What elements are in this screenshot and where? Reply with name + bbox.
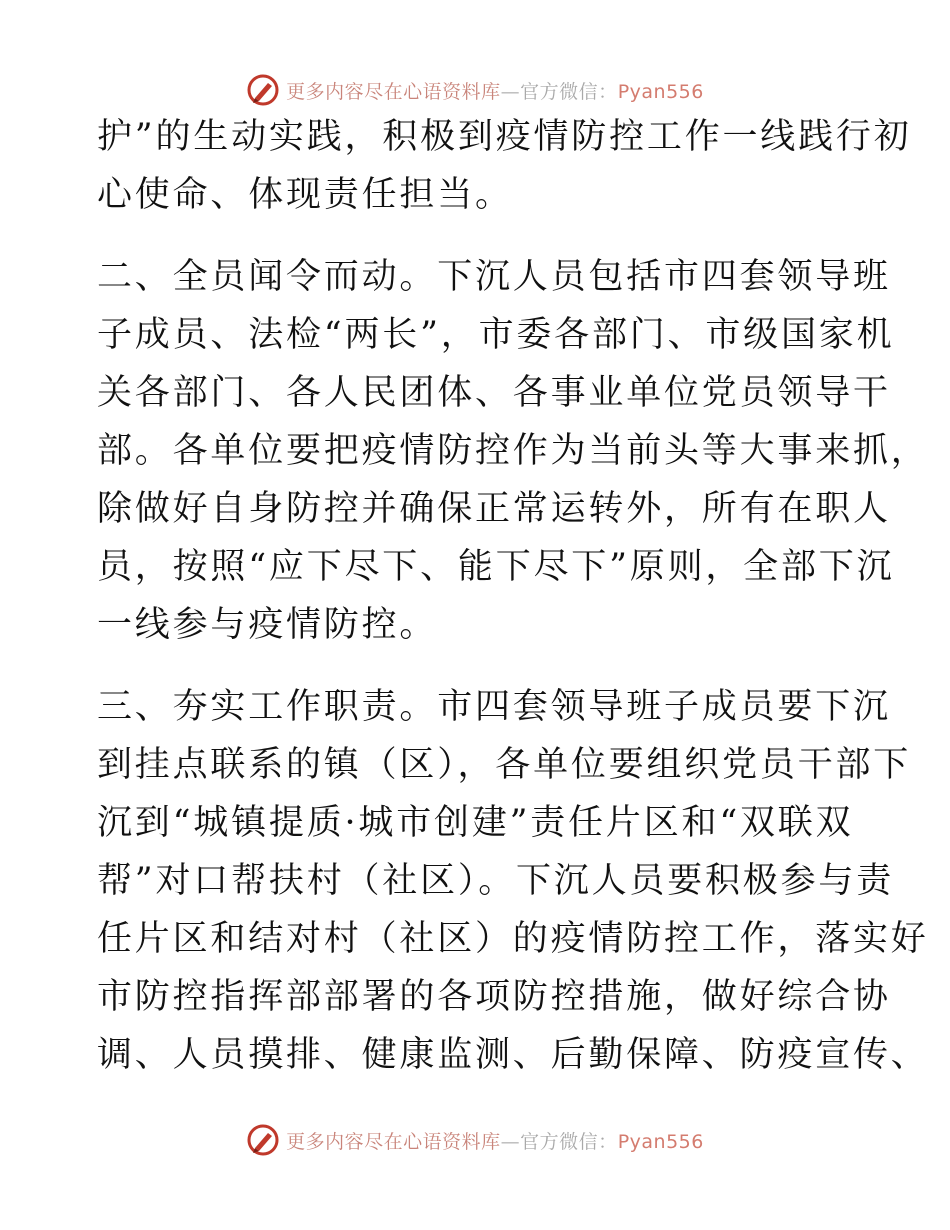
pen-logo-icon xyxy=(246,1123,280,1157)
text-line: 任片区和结对村（社区）的疫情防控工作，落实好 xyxy=(97,919,929,959)
text-line: 心使命、体现责任担当。 xyxy=(97,175,513,215)
watermark-main-text: 更多内容尽在心语资料库 xyxy=(286,80,501,103)
text-line: 调、人员摸排、健康监测、后勤保障、防疫宣传、 xyxy=(97,1035,929,1075)
paragraph xyxy=(97,257,929,666)
watermark-separator: — xyxy=(500,80,521,103)
paragraph xyxy=(97,117,912,236)
text-line: 除做好自身防控并确保正常运转外，所有在职人 xyxy=(97,489,891,529)
text-line: 部。各单位要把疫情防控作为当前头等大事来抓， xyxy=(97,431,929,471)
text-line: 市防控指挥部部署的各项防控措施，做好综合协 xyxy=(97,977,891,1017)
text-line: 关各部门、各人民团体、各事业单位党员领导干 xyxy=(97,373,891,413)
watermark-header xyxy=(0,70,950,110)
watermark-main-text: 更多内容尽在心语资料库 xyxy=(286,1130,501,1153)
watermark-wechat-id: Pyan556 xyxy=(617,1130,704,1153)
watermark-text xyxy=(286,77,704,104)
text-line: 子成员、法检“两长”，市委各部门、市级国家机 xyxy=(97,315,895,355)
text-line: 三、夯实工作职责。市四套领导班子成员要下沉 xyxy=(97,687,891,727)
watermark-footer xyxy=(0,1120,950,1160)
text-line: 一线参与疫情防控。 xyxy=(97,605,438,645)
text-line: 到挂点联系的镇（区），各单位要组织党员干部下 xyxy=(97,745,912,785)
text-line: 二、全员闻令而动。下沉人员包括市四套领导班 xyxy=(97,257,891,297)
watermark-text xyxy=(286,1127,704,1154)
text-line: 沉到“城镇提质·城市创建”责任片区和“双联双 xyxy=(97,803,854,843)
paragraph xyxy=(97,687,929,1096)
watermark-separator: — xyxy=(500,1130,521,1153)
text-line: 员，按照“应下尽下、能下尽下”原则，全部下沉 xyxy=(97,547,895,587)
document-body xyxy=(97,117,929,1096)
watermark-wechat-label: 官方微信： xyxy=(520,1130,618,1153)
pen-logo-icon xyxy=(246,73,280,107)
text-line: 帮”对口帮扶村（社区）。下沉人员要积极参与责 xyxy=(97,861,894,901)
watermark-wechat-id: Pyan556 xyxy=(617,80,704,103)
text-line: 护”的生动实践，积极到疫情防控工作一线践行初 xyxy=(97,117,912,157)
watermark-wechat-label: 官方微信： xyxy=(520,80,618,103)
